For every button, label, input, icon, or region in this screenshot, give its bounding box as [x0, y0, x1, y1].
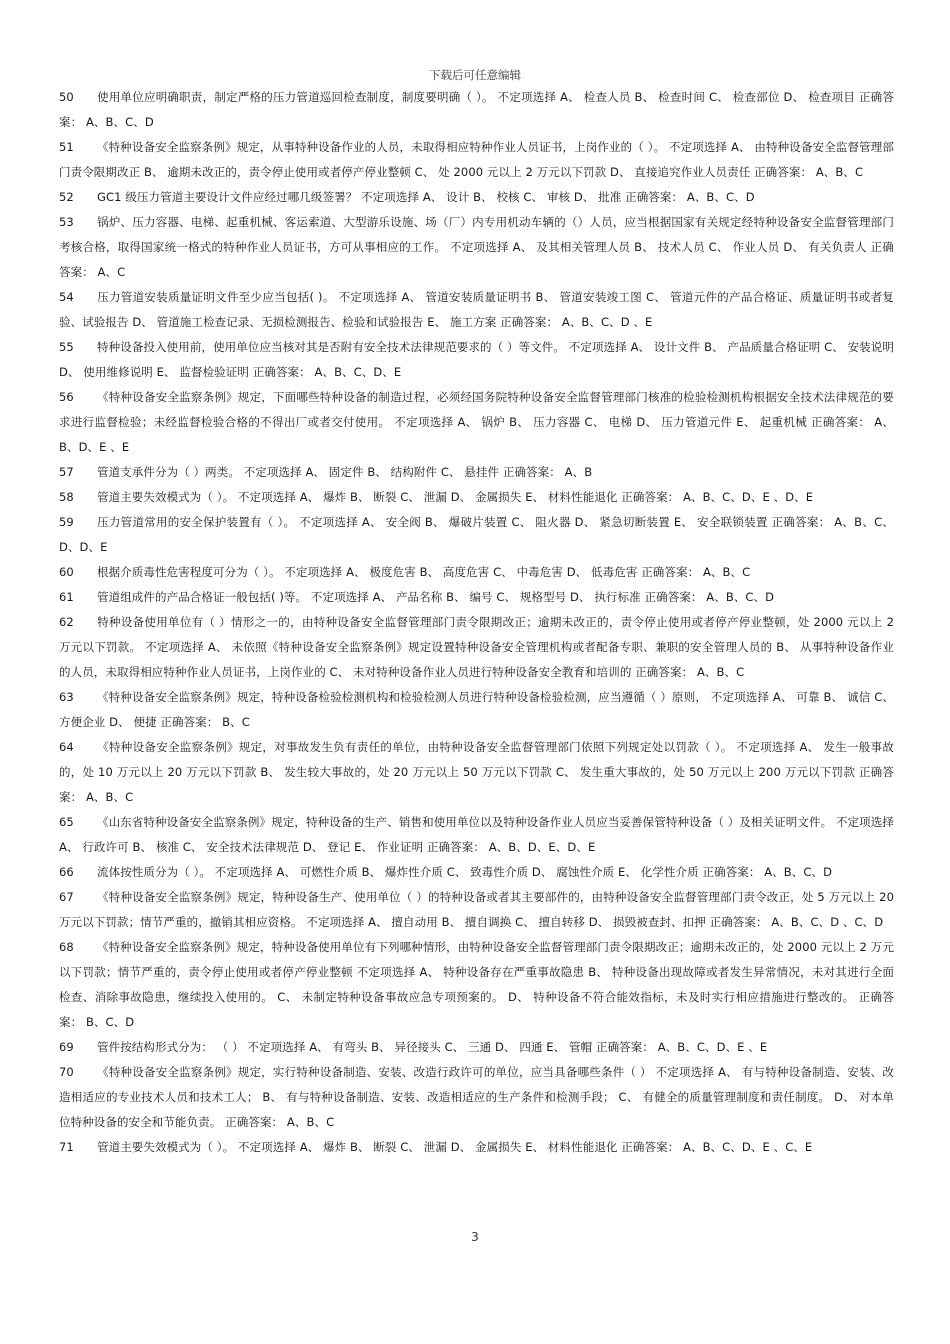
- question-number: 65: [59, 815, 74, 829]
- question-text: 《特种设备安全监察条例》规定，对事故发生负有责任的单位，由特种设备安全监督管理部门依照下列规定处以罚款（ ）。 不定项选择 A、 发生一般事故的，处 10 万元以上 20 万元以下罚款 B、 发生较大事故的，处 20 万元以上 50 万元以下罚款 C、 发生重大事故的，处 50 万元以上 200 万元以下罚款 正确答案： A、B、C: [59, 740, 894, 804]
- question-text: 压力管道常用的安全保护装置有（ ）。 不定项选择 A、 安全阀 B、 爆破片装置 C、 阻火器 D、 紧急切断装置 E、 安全联锁装置 正确答案： A、B、C、D、D、E: [59, 515, 894, 554]
- question-text: 《山东省特种设备安全监察条例》规定，特种设备的生产、销售和使用单位以及特种设备作业人员应当妥善保管特种设备（ ）及相关证明文件。 不定项选择 A、 行政许可 B、 核准 C、 安全技术法律规范 D、 登记 E、 作业证明 正确答案： A、B、D、E、D、E: [59, 815, 894, 854]
- question-item: [59, 935, 894, 1035]
- question-text: 《特种设备安全监察条例》规定，特种设备使用单位有下列哪种情形，由特种设备安全监督管理部门责令限期改正；逾期未改正的，处 2000 元以上 2 万元以下罚款；情节严重的，责令停止使用或者停产停业整顿 不定项选择 A、 特种设备存在严重事故隐患 B、 特种设备出现故障或者发生异常情况，未对其进行全面检查、消除事故隐患，继续投入使用的。 C、 未制定特种设备事故应急专项预案的。 D、 特种设备不符合能效指标，未及时实行相应措施进行整改的。 正确答案： B、C、D: [59, 940, 894, 1029]
- question-text: 管道支承件分为（ ）两类。 不定项选择 A、 固定件 B、 结构附件 C、 悬挂件 正确答案： A、B: [97, 465, 593, 479]
- question-text: 《特种设备安全监察条例》规定，特种设备生产、使用单位（ ）的特种设备或者其主要部件的，由特种设备安全监督管理部门责令改正，处 5 万元以上 20 万元以下罚款；情节严重的，撤销其相应资格。 不定项选择 A、 擅自动用 B、 擅自调换 C、 擅自转移 D、 损毁被查封、扣押 正确答案： A、B、C、D 、C、D: [59, 890, 894, 929]
- page-header: 下载后可任意编辑: [429, 68, 521, 82]
- question-item: [59, 685, 894, 735]
- question-item: [59, 1060, 894, 1135]
- question-number: 57: [59, 465, 74, 479]
- question-item: [59, 810, 894, 860]
- question-text: 锅炉、压力容器、电梯、起重机械、客运索道、大型游乐设施、场（厂）内专用机动车辆的（）人员，应当根据国家有关规定经特种设备安全监督管理部门考核合格，取得国家统一格式的特种作业人员证书，方可从事相应的工作。 不定项选择 A、 及其相关管理人员 B、 技术人员 C、 作业人员 D、 有关负责人 正确答案： A、C: [59, 215, 894, 279]
- question-item: [59, 1135, 894, 1160]
- question-text: 《特种设备安全监察条例》规定，实行特种设备制造、安装、改造行政许可的单位，应当具备哪些条件（ ） 不定项选择 A、 有与特种设备制造、安装、改造相适应的专业技术人员和技术工人； B、 有与特种设备制造、安装、改造相适应的生产条件和检测手段； C、 有健全的质量管理制度和责任制度。 D、 对本单位特种设备的安全和节能负责。 正确答案： A、B、C: [59, 1065, 894, 1129]
- question-list: [59, 85, 894, 1160]
- question-number: 60: [59, 565, 74, 579]
- question-number: 70: [59, 1065, 74, 1079]
- question-item: [59, 1035, 894, 1060]
- question-item: [59, 510, 894, 560]
- question-number: 64: [59, 740, 74, 754]
- question-text: 使用单位应明确职责，制定严格的压力管道巡回检查制度，制度要明确（ ）。 不定项选择 A、 检查人员 B、 检查时间 C、 检查部位 D、 检查项目 正确答案： A、B、C、D: [59, 90, 894, 129]
- question-text: 特种设备使用单位有（ ）情形之一的，由特种设备安全监督管理部门责令限期改正；逾期未改正的，责令停止使用或者停产停业整顿，处 2000 元以上 2 万元以下罚款。 不定项选择 A、 未依照《特种设备安全监察条例》规定设置特种设备安全管理机构或者配备专职、兼职的安全管理人员的 B、 从事特种设备作业的人员，未取得相应特种作业人员证书，上岗作业的 C、 未对特种设备作业人员进行特种设备安全教育和培训的 正确答案： A、B、C: [59, 615, 894, 679]
- question-number: 68: [59, 940, 74, 954]
- question-item: [59, 210, 894, 285]
- question-number: 69: [59, 1040, 74, 1054]
- question-item: [59, 735, 894, 810]
- question-item: [59, 135, 894, 185]
- question-number: 54: [59, 290, 74, 304]
- question-text: 流体按性质分为（ ）。 不定项选择 A、 可燃性介质 B、 爆炸性介质 C、 致毒性介质 D、 腐蚀性介质 E、 化学性介质 正确答案： A、B、C、D: [97, 865, 833, 879]
- question-number: 51: [59, 140, 74, 154]
- question-text: 根据介质毒性危害程度可分为（ ）。 不定项选择 A、 极度危害 B、 高度危害 C、 中毒危害 D、 低毒危害 正确答案： A、B、C: [97, 565, 751, 579]
- question-number: 62: [59, 615, 74, 629]
- question-item: [59, 335, 894, 385]
- question-item: [59, 460, 894, 485]
- question-item: [59, 485, 894, 510]
- question-text: 《特种设备安全监察条例》规定，下面哪些特种设备的制造过程，必须经国务院特种设备安全监督管理部门核准的检验检测机构根据安全技术法律规范的要求进行监督检验；未经监督检验合格的不得出厂或者交付使用。 不定项选择 A、 锅炉 B、 压力容器 C、 电梯 D、 压力管道元件 E、 起重机械 正确答案： A、B、D、E 、E: [59, 390, 894, 454]
- question-item: [59, 285, 894, 335]
- question-number: 59: [59, 515, 74, 529]
- question-number: 52: [59, 190, 74, 204]
- question-text: 管道主要失效模式为（ ）。 不定项选择 A、 爆炸 B、 断裂 C、 泄漏 D、 金属损失 E、 材料性能退化 正确答案： A、B、C、D、E 、D、E: [97, 490, 814, 504]
- question-item: [59, 385, 894, 460]
- question-number: 58: [59, 490, 74, 504]
- question-item: [59, 885, 894, 935]
- question-item: [59, 560, 894, 585]
- question-text: 《特种设备安全监察条例》规定，从事特种设备作业的人员，未取得相应特种作业人员证书，上岗作业的（ ）。 不定项选择 A、 由特种设备安全监督管理部门责令限期改正 B、 逾期未改正的，责令停止使用或者停产停业整顿 C、 处 2000 元以上 2 万元以下罚款 D、 直接追究作业人员责任 正确答案： A、B、C: [59, 140, 894, 179]
- question-number: 63: [59, 690, 74, 704]
- question-text: 管件按结构形式分为： （ ） 不定项选择 A、 有弯头 B、 异径接头 C、 三通 D、 四通 E、 管帽 正确答案： A、B、C、D、E 、E: [97, 1040, 768, 1054]
- question-item: [59, 85, 894, 135]
- question-text: 特种设备投入使用前，使用单位应当核对其是否附有安全技术法律规范要求的（ ）等文件。 不定项选择 A、 设计文件 B、 产品质量合格证明 C、 安装说明 D、 使用维修说明 E、 监督检验证明 正确答案： A、B、C、D、E: [59, 340, 894, 379]
- question-number: 67: [59, 890, 74, 904]
- question-text: 管道主要失效模式为（ ）。 不定项选择 A、 爆炸 B、 断裂 C、 泄漏 D、 金属损失 E、 材料性能退化 正确答案： A、B、C、D、E 、C、E: [97, 1140, 813, 1154]
- question-number: 71: [59, 1140, 74, 1154]
- question-item: [59, 860, 894, 885]
- question-number: 55: [59, 340, 74, 354]
- question-number: 53: [59, 215, 74, 229]
- question-text: GC1 级压力管道主要设计文件应经过哪几级签署？ 不定项选择 A、 设计 B、 校核 C、 审核 D、 批准 正确答案： A、B、C、D: [97, 190, 755, 204]
- question-item: [59, 610, 894, 685]
- question-number: 56: [59, 390, 74, 404]
- question-text: 压力管道安装质量证明文件至少应当包括( )。 不定项选择 A、 管道安装质量证明书 B、 管道安装竣工图 C、 管道元件的产品合格证、质量证明书或者复验、试验报告 D、 管道施工检查记录、无损检测报告、检验和试验报告 E、 施工方案 正确答案： A、B、C、D 、E: [59, 290, 894, 329]
- page-number: 3: [471, 1230, 479, 1244]
- question-item: [59, 585, 894, 610]
- question-number: 61: [59, 590, 74, 604]
- question-number: 66: [59, 865, 74, 879]
- question-text: 管道组成件的产品合格证一般包括( )等。 不定项选择 A、 产品名称 B、 编号 C、 规格型号 D、 执行标准 正确答案： A、B、C、D: [97, 590, 775, 604]
- question-item: [59, 185, 894, 210]
- question-number: 50: [59, 90, 74, 104]
- question-text: 《特种设备安全监察条例》规定，特种设备检验检测机构和检验检测人员进行特种设备检验检测，应当遵循（ ）原则， 不定项选择 A、 可靠 B、 诚信 C、 方便企业 D、 便捷 正确答案： B、C: [59, 690, 894, 729]
